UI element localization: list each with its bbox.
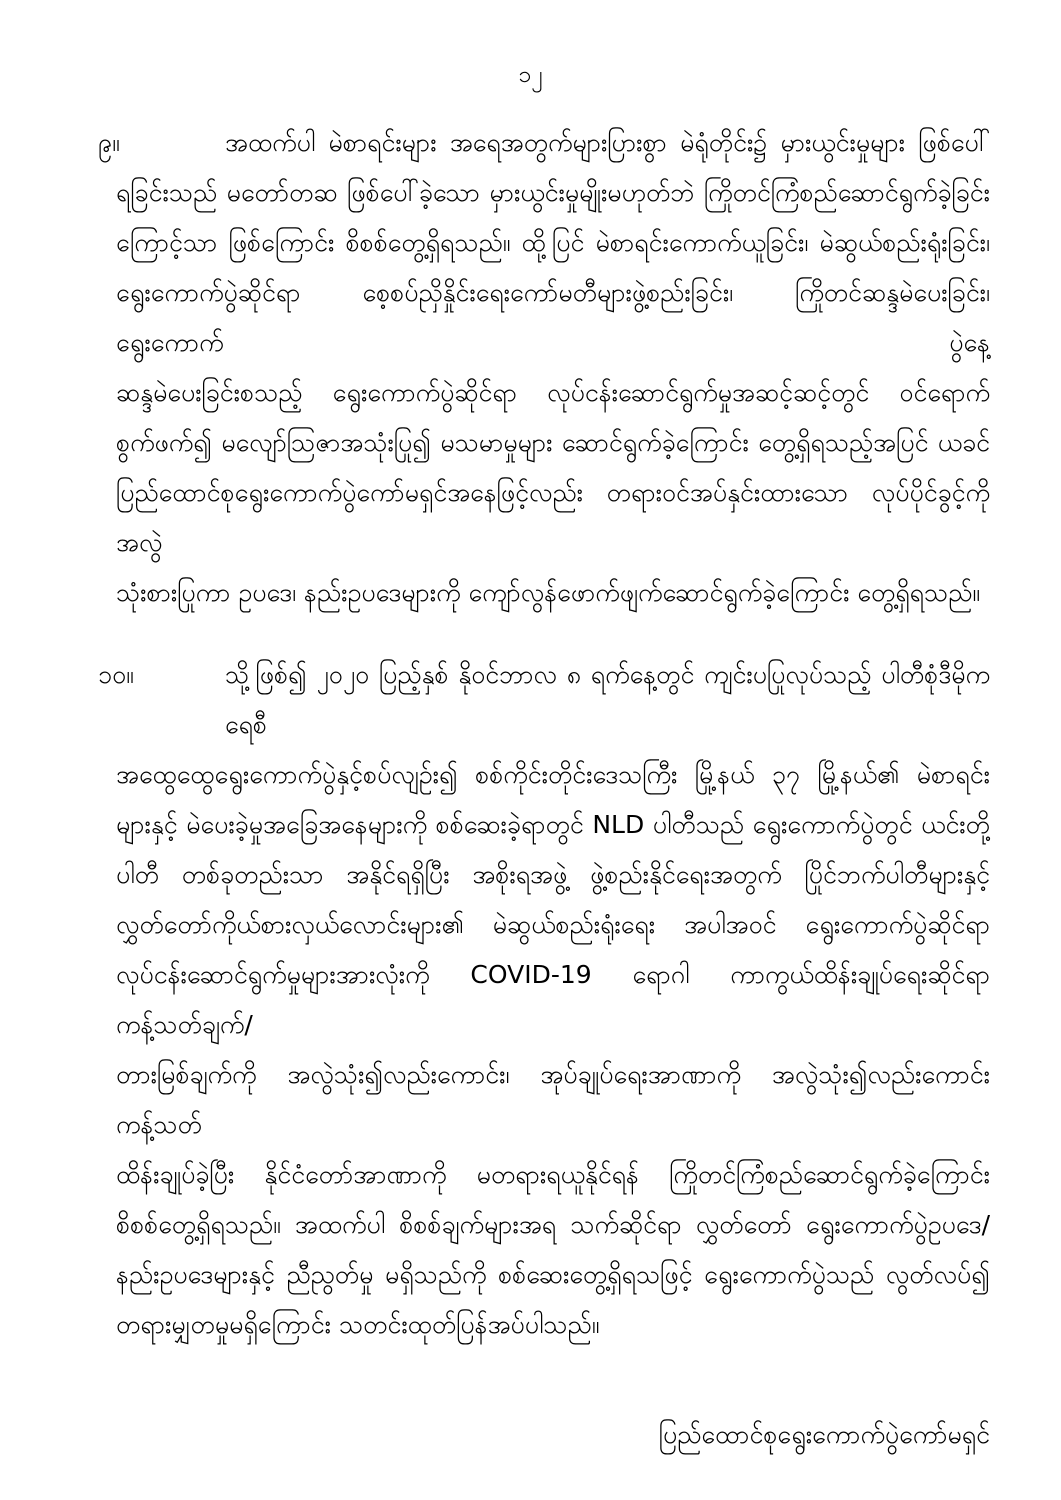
paragraph-line: ရခြင်းသည် မတော်တဆ ဖြစ်ပေါ်ခဲ့သော မှားယွင်းမှုမျိုးမဟုတ်ဘဲ ကြိုတင်ကြံစည်ဆောင်ရွက်ခဲ့ခြင်း — [116, 178, 990, 207]
paragraph-line — [98, 650, 990, 750]
paragraph-line: စွက်ဖက်၍ မလျော်ဩဇာအသုံးပြု၍ မသမာမှုများ ဆောင်ရွက်ခဲ့ကြောင်း တွေ့ရှိရသည့်အပြင် ယခင် — [116, 428, 990, 457]
signature-line: ပြည်ထောင်စုရွေးကောက်ပွဲကော်မရှင် — [658, 1420, 990, 1449]
paragraph-line: ပြည်ထောင်စုရွေးကောက်ပွဲကော်မရှင်အနေဖြင့်လည်း တရားဝင်အပ်နှင်းထားသော လုပ်ပိုင်ခွင့်ကို အလွဲ — [116, 478, 990, 557]
page-number: ၁၂ — [518, 62, 543, 88]
paragraph-line: ဆန္ဒမဲပေးခြင်းစသည့် ရွေးကောက်ပွဲဆိုင်ရာ လုပ်ငန်းဆောင်ရွက်မှုအဆင့်ဆင့်တွင် ဝင်ရောက် — [116, 378, 990, 407]
paragraph-line: ပါတီ တစ်ခုတည်းသာ အနိုင်ရရှိပြီး အစိုးရအဖွဲ့ ဖွဲ့စည်းနိုင်ရေးအတွက် ပြိုင်ဘက်ပါတီများနှင့် — [116, 860, 990, 889]
paragraph-line: လုပ်ငန်းဆောင်ရွက်မှုများအားလုံးကို COVID-19 ရောဂါ ကာကွယ်ထိန်းချုပ်ရေးဆိုင်ရာ ကန့်သတ်ချက်/ — [116, 960, 990, 1039]
paragraph-line: ရွေးကောက်ပွဲဆိုင်ရာ စေ့စပ်ညှိနှိုင်းရေးကော်မတီများဖွဲ့စည်းခြင်း၊ ကြိုတင်ဆန္ဒမဲပေးခြင်း၊ ရွေးကောက် ပွဲနေ့ — [116, 278, 990, 357]
paragraph-line: ထိန်းချုပ်ခဲ့ပြီး နိုင်ငံတော်အာဏာကို မတရားရယူနိုင်ရန် ကြိုတင်ကြံစည်ဆောင်ရွက်ခဲ့ကြောင်း — [116, 1160, 990, 1189]
paragraph-line: နည်းဥပဒေများနှင့် ညီညွတ်မှု မရှိသည်ကို စစ်ဆေးတွေ့ရှိရသဖြင့် ရွေးကောက်ပွဲသည် လွတ်လပ်၍ — [116, 1260, 990, 1289]
paragraph-text: အထက်ပါ မဲစာရင်းများ အရေအတွက်များပြားစွာ မဲရုံတိုင်း၌ မှားယွင်းမှုများ ဖြစ်ပေါ် — [225, 128, 990, 157]
paragraph-line: များနှင့် မဲပေးခဲ့မှုအခြေအနေများကို စစ်ဆေးခဲ့ရာတွင် NLD ပါတီသည် ရွေးကောက်ပွဲတွင် ယင်းတို့ — [116, 810, 990, 839]
paragraph-line: လွှတ်တော်ကိုယ်စားလှယ်လောင်းများ၏ မဲဆွယ်စည်းရုံးရေး အပါအဝင် ရွေးကောက်ပွဲဆိုင်ရာ — [116, 910, 990, 939]
paragraph-marker: ၉။ — [98, 128, 120, 157]
document-body — [0, 118, 1061, 1460]
paragraph-line: စိစစ်တွေ့ရှိရသည်။ အထက်ပါ စိစစ်ချက်များအရ သက်ဆိုင်ရာ လွှတ်တော် ရွေးကောက်ပွဲဥပဒေ/ — [116, 1210, 990, 1239]
paragraph-line — [98, 118, 990, 168]
paragraph-line: ကြောင့်သာ ဖြစ်ကြောင်း စိစစ်တွေ့ရှိရသည်။ ထို့ပြင် မဲစာရင်းကောက်ယူခြင်း၊ မဲဆွယ်စည်းရုံးခြင်း၊ — [116, 228, 990, 257]
paragraph-10 — [98, 650, 990, 1350]
paragraph-line: အထွေထွေရွေးကောက်ပွဲနှင့်စပ်လျဉ်း၍ စစ်ကိုင်းတိုင်းဒေသကြီး မြို့နယ် ၃၇ မြို့နယ်၏ မဲစာရင်း — [116, 760, 990, 789]
paragraph-marker: ၁၀။ — [98, 660, 134, 689]
paragraph-text: သို့ဖြစ်၍ ၂၀၂၀ ပြည့်နှစ် နိုဝင်ဘာလ ၈ ရက်နေ့တွင် ကျင်းပပြုလုပ်သည့် ပါတီစုံဒီမိုကရေစီ — [225, 660, 990, 739]
paragraph-line: တားမြစ်ချက်ကို အလွဲသုံး၍လည်းကောင်း၊ အုပ်ချုပ်ရေးအာဏာကို အလွဲသုံး၍လည်းကောင်း ကန့်သတ် — [116, 1060, 990, 1139]
paragraph-line: တရားမျှတမှုမရှိကြောင်း သတင်းထုတ်ပြန်အပ်ပါသည်။ — [116, 1310, 600, 1339]
paragraph-line: သုံးစားပြုကာ ဥပဒေ၊ နည်းဥပဒေများကို ကျော်လွန်ဖောက်ဖျက်ဆောင်ရွက်ခဲ့ကြောင်း တွေ့ရှိရသည်။ — [116, 578, 980, 607]
paragraph-9 — [98, 118, 990, 618]
